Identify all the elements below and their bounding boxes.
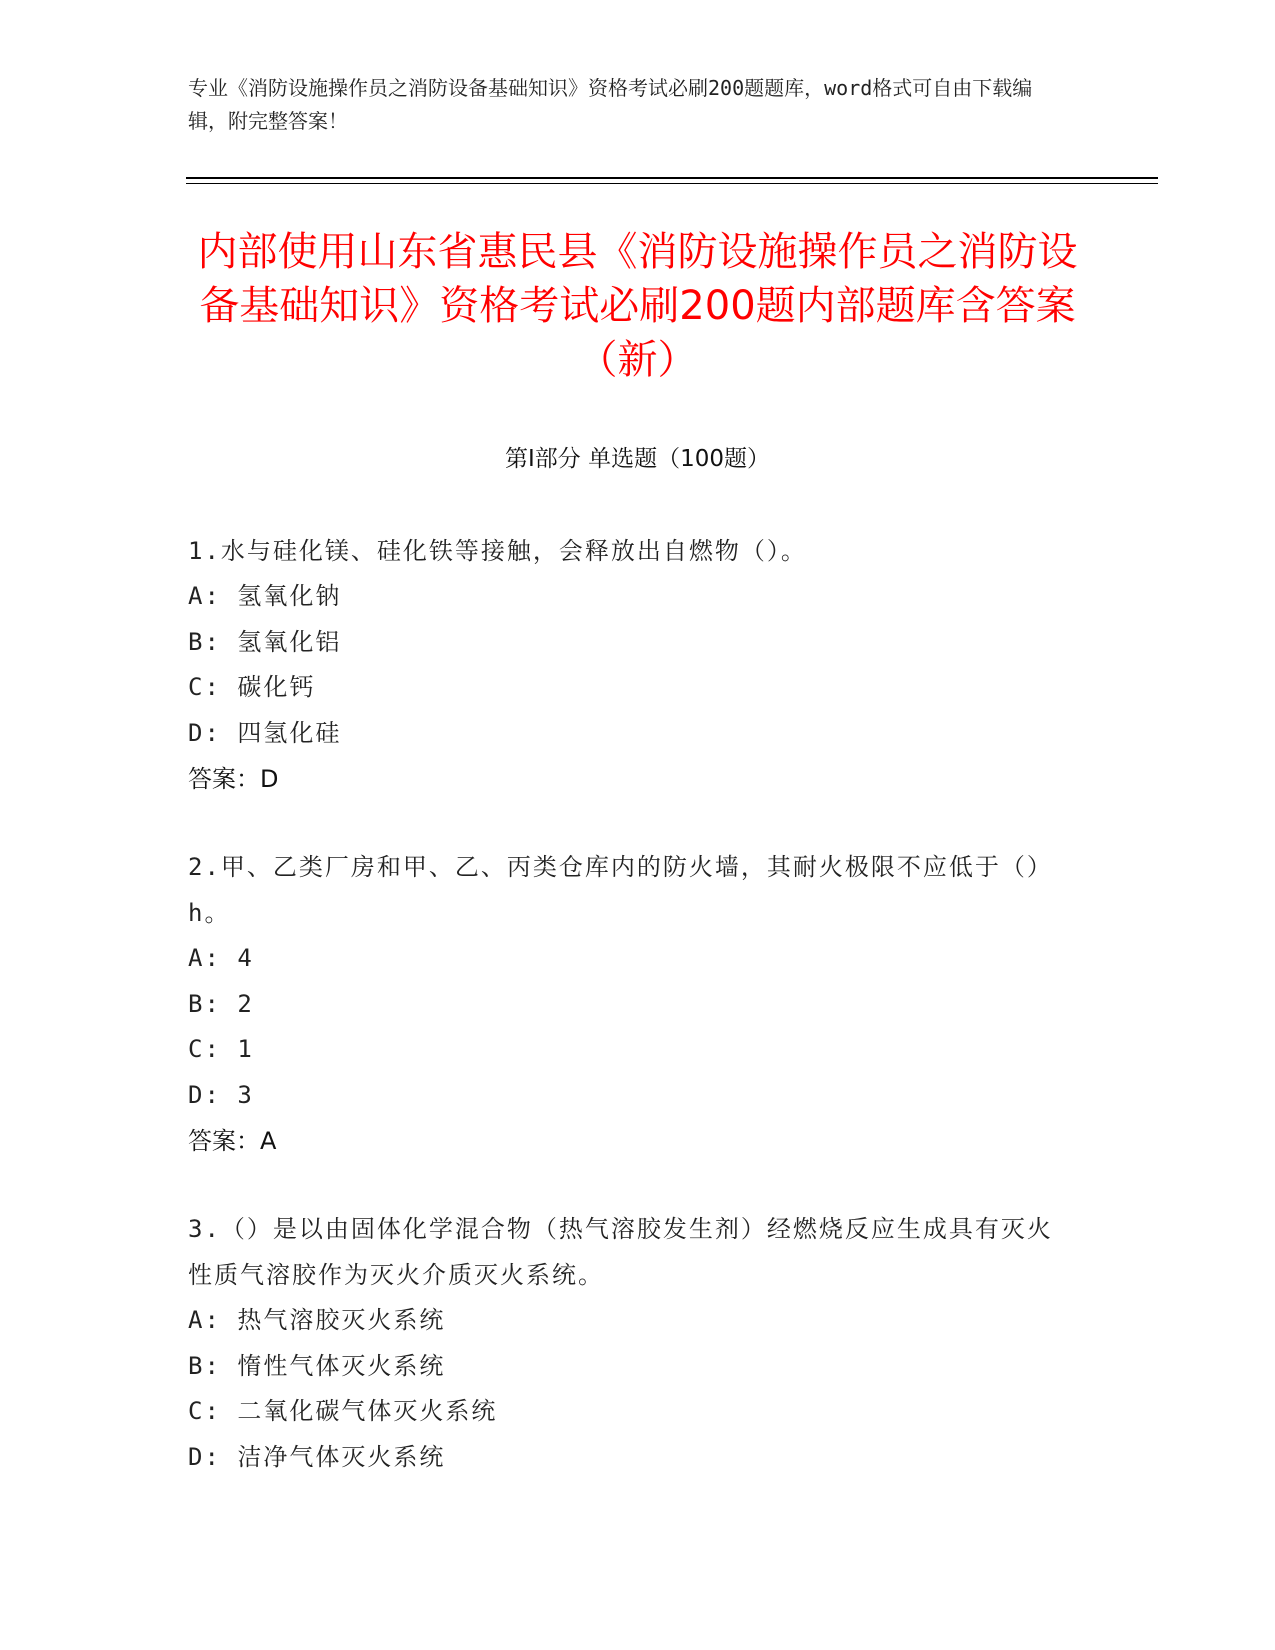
question-3 (188, 1206, 1068, 1480)
option-d: D: 3 (188, 1080, 254, 1109)
question-stem: 3.（）是以由固体化学混合物（热气溶胶发生剂）经燃烧反应生成具有灭火性质气溶胶作为灭火介质灭火系统。 (188, 1215, 1053, 1289)
option-c: C: 二氧化碳气体灭火系统 (188, 1397, 498, 1425)
option-a: A: 氢氧化钠 (188, 582, 342, 610)
option-b: B: 2 (188, 989, 254, 1018)
question-2 (188, 844, 1068, 1164)
answer: 答案：D (188, 765, 279, 793)
option-b: B: 氢氧化铝 (188, 627, 342, 656)
answer: 答案：A (188, 1127, 277, 1155)
header-divider-thin (186, 183, 1158, 184)
option-b: B: 惰性气体灭火系统 (188, 1351, 446, 1380)
question-stem: 2.甲、乙类厂房和甲、乙、丙类仓库内的防火墙，其耐火极限不应低于（）h。 (188, 853, 1053, 927)
header-note: 专业《消防设施操作员之消防设备基础知识》资格考试必刷200题题库，word格式可自由下载编辑，附完整答案！ (188, 76, 1033, 133)
question-1 (188, 528, 1068, 802)
document-title: 内部使用山东省惠民县《消防设施操作员之消防设备基础知识》资格考试必刷200题内部题库含答案（新） (197, 229, 1078, 383)
question-list (188, 528, 1068, 1522)
option-d: D: 四氢化硅 (188, 718, 342, 747)
header-divider (186, 177, 1158, 179)
option-c: C: 1 (188, 1035, 254, 1063)
question-stem: 1.水与硅化镁、硅化铁等接触，会释放出自燃物（）。 (188, 537, 807, 565)
option-a: A: 4 (188, 944, 254, 972)
option-d: D: 洁净气体灭火系统 (188, 1442, 446, 1471)
option-c: C: 碳化钙 (188, 673, 316, 701)
section-title: 第I部分 单选题（100题） (505, 446, 770, 472)
option-a: A: 热气溶胶灭火系统 (188, 1306, 446, 1334)
